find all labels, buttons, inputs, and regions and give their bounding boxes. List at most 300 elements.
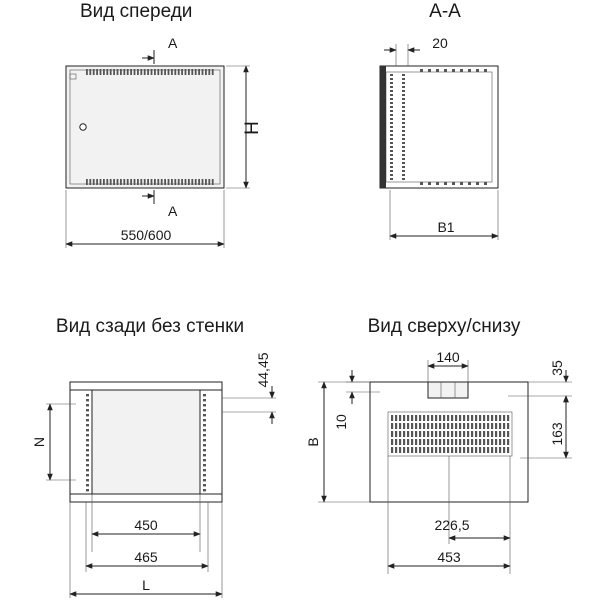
height-label: H	[242, 121, 263, 135]
front-door-panel	[66, 66, 224, 188]
slot-mark	[467, 447, 469, 453]
slot-mark	[96, 69, 98, 75]
slot-mark	[402, 130, 405, 132]
slot-mark	[407, 431, 409, 437]
slot-mark	[203, 439, 206, 441]
section-view-title: A-A	[429, 1, 461, 22]
slot-mark	[499, 415, 501, 421]
slot-mark	[178, 179, 180, 185]
slot-mark	[460, 182, 463, 185]
slot-mark	[402, 154, 405, 156]
slot-mark	[427, 423, 429, 429]
slot-mark	[402, 114, 405, 116]
slot-mark	[431, 439, 433, 445]
slot-mark	[164, 69, 166, 75]
slot-mark	[395, 447, 397, 453]
slot-mark	[103, 179, 105, 185]
slot-mark	[168, 179, 170, 185]
slot-mark	[390, 170, 393, 172]
slot-mark	[467, 423, 469, 429]
slot-mark	[402, 98, 405, 100]
slot-mark	[415, 431, 417, 437]
slot-mark	[428, 182, 431, 185]
rear-pitch-label: 44,45	[255, 352, 271, 388]
slot-mark	[463, 447, 465, 453]
slot-mark	[436, 69, 439, 72]
slot-mark	[137, 69, 139, 75]
slot-mark	[391, 439, 393, 445]
top-view	[305, 316, 572, 574]
section-mark-top: A	[168, 35, 178, 51]
slot-mark	[487, 431, 489, 437]
slot-mark	[402, 82, 405, 84]
slot-mark	[402, 122, 405, 124]
slot-mark	[402, 146, 405, 148]
slot-mark	[390, 166, 393, 168]
slot-mark	[123, 179, 125, 185]
slot-mark	[390, 154, 393, 156]
slot-mark	[411, 439, 413, 445]
slot-mark	[123, 69, 125, 75]
slot-mark	[471, 439, 473, 445]
slot-mark	[507, 439, 509, 445]
slot-mark	[174, 179, 176, 185]
slot-mark	[471, 431, 473, 437]
slot-mark	[479, 439, 481, 445]
slot-mark	[423, 423, 425, 429]
slot-mark	[110, 179, 112, 185]
slot-mark	[86, 179, 88, 185]
slot-mark	[86, 489, 89, 491]
slot-mark	[390, 126, 393, 128]
slot-mark	[168, 69, 170, 75]
slot-mark	[479, 431, 481, 437]
slot-mark	[86, 449, 89, 451]
slot-mark	[203, 444, 206, 446]
slot-mark	[151, 179, 153, 185]
slot-mark	[487, 423, 489, 429]
slot-mark	[86, 484, 89, 486]
top-depth-label: B	[305, 437, 321, 447]
slot-mark	[495, 423, 497, 429]
slot-mark	[100, 179, 102, 185]
slot-mark	[205, 179, 207, 185]
slot-mark	[475, 439, 477, 445]
slot-mark	[487, 439, 489, 445]
slot-mark	[203, 489, 206, 491]
slot-mark	[86, 424, 89, 426]
slot-mark	[390, 146, 393, 148]
slot-mark	[86, 414, 89, 416]
slot-mark	[89, 69, 91, 75]
slot-mark	[110, 69, 112, 75]
slot-mark	[475, 415, 477, 421]
slot-mark	[402, 126, 405, 128]
slot-mark	[403, 447, 405, 453]
slot-mark	[86, 464, 89, 466]
slot-mark	[195, 69, 197, 75]
slot-mark	[507, 423, 509, 429]
slot-mark	[402, 110, 405, 112]
slot-mark	[157, 179, 159, 185]
slot-mark	[208, 69, 210, 75]
slot-mark	[436, 182, 439, 185]
slot-mark	[86, 429, 89, 431]
slot-mark	[403, 415, 405, 421]
slot-mark	[203, 474, 206, 476]
slot-mark	[402, 134, 405, 136]
slot-mark	[134, 179, 136, 185]
slot-mark	[113, 69, 115, 75]
slot-mark	[407, 447, 409, 453]
section-mark-bottom: A	[168, 203, 178, 219]
slot-mark	[86, 434, 89, 436]
slot-mark	[407, 415, 409, 421]
slot-mark	[487, 415, 489, 421]
slot-mark	[202, 69, 204, 75]
slot-mark	[402, 106, 405, 108]
slot-mark	[164, 179, 166, 185]
slot-mark	[395, 431, 397, 437]
slot-mark	[203, 404, 206, 406]
slot-mark	[499, 423, 501, 429]
slot-mark	[499, 447, 501, 453]
slot-mark	[203, 464, 206, 466]
slot-mark	[100, 69, 102, 75]
slot-mark	[463, 431, 465, 437]
slot-mark	[402, 170, 405, 172]
slot-mark	[479, 423, 481, 429]
slot-mark	[439, 423, 441, 429]
slot-mark	[411, 447, 413, 453]
slot-mark	[198, 179, 200, 185]
slot-mark	[431, 447, 433, 453]
slot-mark	[483, 423, 485, 429]
slot-mark	[395, 439, 397, 445]
slot-mark	[390, 130, 393, 132]
slot-mark	[495, 439, 497, 445]
slot-mark	[157, 69, 159, 75]
slot-mark	[390, 158, 393, 160]
slot-mark	[444, 182, 447, 185]
slot-mark	[390, 110, 393, 112]
slot-mark	[113, 179, 115, 185]
front-view-title: Вид спереди	[80, 1, 193, 22]
slot-mark	[475, 431, 477, 437]
slot-mark	[503, 423, 505, 429]
slot-mark	[203, 454, 206, 456]
slot-mark	[459, 423, 461, 429]
slot-mark	[208, 179, 210, 185]
slot-mark	[402, 78, 405, 80]
slot-mark	[203, 484, 206, 486]
slot-mark	[391, 447, 393, 453]
slot-mark	[427, 431, 429, 437]
section-door	[380, 66, 386, 188]
slot-mark	[395, 415, 397, 421]
slot-mark	[203, 414, 206, 416]
slot-mark	[479, 447, 481, 453]
slot-mark	[471, 447, 473, 453]
slot-mark	[399, 415, 401, 421]
rear-overall-label: L	[142, 577, 150, 593]
slot-mark	[495, 431, 497, 437]
slot-mark	[212, 69, 214, 75]
slot-mark	[443, 431, 445, 437]
slot-mark	[407, 423, 409, 429]
slot-mark	[191, 179, 193, 185]
slot-mark	[106, 179, 108, 185]
slot-mark	[188, 179, 190, 185]
slot-mark	[475, 423, 477, 429]
slot-mark	[399, 447, 401, 453]
slot-mark	[191, 69, 193, 75]
slot-mark	[390, 142, 393, 144]
slot-mark	[181, 179, 183, 185]
slot-mark	[147, 69, 149, 75]
slot-mark	[447, 447, 449, 453]
slot-mark	[203, 469, 206, 471]
slot-mark	[188, 69, 190, 75]
slot-mark	[495, 415, 497, 421]
slot-mark	[463, 415, 465, 421]
rear-view	[31, 316, 276, 598]
slot-mark	[202, 179, 204, 185]
slot-mark	[507, 415, 509, 421]
rear-inner-width-label: 450	[134, 517, 158, 533]
slot-mark	[86, 479, 89, 481]
slot-mark	[503, 415, 505, 421]
slot-mark	[402, 102, 405, 104]
slot-mark	[411, 415, 413, 421]
slot-mark	[161, 69, 163, 75]
slot-mark	[415, 415, 417, 421]
section-offset-label: 20	[432, 35, 448, 51]
slot-mark	[144, 179, 146, 185]
slot-mark	[120, 69, 122, 75]
slot-mark	[391, 431, 393, 437]
slot-mark	[203, 479, 206, 481]
cable-cutout	[428, 382, 468, 398]
slot-mark	[483, 439, 485, 445]
slot-mark	[471, 415, 473, 421]
slot-mark	[419, 415, 421, 421]
section-width-label: B1	[437, 219, 455, 235]
slot-mark	[203, 394, 206, 396]
slot-mark	[455, 423, 457, 429]
slot-mark	[390, 74, 393, 76]
top-cutout-label: 140	[436, 349, 460, 365]
slot-mark	[93, 179, 95, 185]
slot-mark	[86, 419, 89, 421]
slot-mark	[460, 69, 463, 72]
top-width-label: 453	[437, 549, 461, 565]
slot-mark	[447, 415, 449, 421]
slot-mark	[411, 423, 413, 429]
section-view	[380, 1, 498, 240]
slot-mark	[130, 179, 132, 185]
slot-mark	[451, 415, 453, 421]
slot-mark	[390, 82, 393, 84]
slot-mark	[171, 179, 173, 185]
slot-mark	[402, 158, 405, 160]
slot-mark	[390, 122, 393, 124]
slot-mark	[151, 69, 153, 75]
slot-mark	[117, 69, 119, 75]
slot-mark	[423, 439, 425, 445]
slot-mark	[467, 439, 469, 445]
slot-mark	[399, 439, 401, 445]
slot-mark	[154, 179, 156, 185]
slot-mark	[419, 431, 421, 437]
slot-mark	[402, 166, 405, 168]
slot-mark	[390, 134, 393, 136]
slot-mark	[463, 439, 465, 445]
slot-mark	[402, 86, 405, 88]
slot-mark	[174, 69, 176, 75]
slot-mark	[471, 423, 473, 429]
slot-mark	[507, 431, 509, 437]
slot-mark	[402, 94, 405, 96]
slot-mark	[86, 469, 89, 471]
top-slot-label: 163	[549, 422, 565, 446]
slot-mark	[212, 179, 214, 185]
slot-mark	[435, 431, 437, 437]
slot-mark	[86, 399, 89, 401]
slot-mark	[455, 431, 457, 437]
slot-mark	[140, 179, 142, 185]
slot-mark	[185, 69, 187, 75]
slot-mark	[203, 449, 206, 451]
slot-mark	[402, 74, 405, 76]
slot-mark	[420, 182, 423, 185]
slot-mark	[491, 439, 493, 445]
slot-mark	[459, 415, 461, 421]
slot-mark	[495, 447, 497, 453]
slot-mark	[484, 69, 487, 72]
top-offset-left-label: 10	[333, 414, 349, 430]
slot-mark	[120, 179, 122, 185]
slot-mark	[395, 423, 397, 429]
slot-mark	[468, 182, 471, 185]
slot-mark	[203, 459, 206, 461]
slot-mark	[459, 431, 461, 437]
slot-mark	[203, 399, 206, 401]
slot-mark	[89, 179, 91, 185]
slot-mark	[402, 142, 405, 144]
slot-mark	[390, 178, 393, 180]
slot-mark	[499, 431, 501, 437]
slot-mark	[411, 431, 413, 437]
slot-mark	[390, 114, 393, 116]
slot-mark	[171, 69, 173, 75]
slot-mark	[402, 90, 405, 92]
slot-mark	[476, 182, 479, 185]
slot-mark	[443, 447, 445, 453]
slot-mark	[86, 459, 89, 461]
slot-mark	[137, 179, 139, 185]
top-offset-top-label: 35	[549, 360, 565, 376]
slot-mark	[455, 447, 457, 453]
slot-mark	[181, 69, 183, 75]
slot-mark	[427, 447, 429, 453]
slot-mark	[419, 423, 421, 429]
slot-mark	[467, 431, 469, 437]
slot-mark	[443, 423, 445, 429]
slot-mark	[390, 106, 393, 108]
slot-mark	[390, 162, 393, 164]
slot-mark	[203, 429, 206, 431]
slot-mark	[399, 431, 401, 437]
slot-mark	[390, 102, 393, 104]
slot-mark	[203, 419, 206, 421]
slot-mark	[203, 434, 206, 436]
door-lock-icon	[80, 124, 86, 130]
slot-mark	[403, 423, 405, 429]
slot-mark	[390, 138, 393, 140]
slot-mark	[443, 439, 445, 445]
slot-mark	[390, 118, 393, 120]
slot-mark	[390, 90, 393, 92]
slot-mark	[130, 69, 132, 75]
slot-mark	[475, 447, 477, 453]
slot-mark	[451, 431, 453, 437]
slot-mark	[439, 415, 441, 421]
slot-mark	[161, 179, 163, 185]
slot-mark	[399, 423, 401, 429]
slot-mark	[103, 69, 105, 75]
slot-mark	[117, 179, 119, 185]
slot-mark	[198, 69, 200, 75]
slot-mark	[390, 150, 393, 152]
slot-mark	[203, 424, 206, 426]
slot-mark	[507, 447, 509, 453]
slot-mark	[391, 423, 393, 429]
slot-mark	[86, 454, 89, 456]
section-body	[380, 66, 498, 188]
slot-mark	[452, 182, 455, 185]
slot-mark	[463, 423, 465, 429]
slot-mark	[439, 447, 441, 453]
rear-rail-width-label: 465	[134, 549, 158, 565]
slot-mark	[435, 415, 437, 421]
slot-mark	[455, 439, 457, 445]
rear-side-label: N	[31, 436, 47, 448]
slot-mark	[447, 431, 449, 437]
slot-mark	[154, 69, 156, 75]
top-half-label: 226,5	[434, 517, 470, 533]
front-width-label: 550/600	[120, 227, 172, 243]
slot-mark	[491, 415, 493, 421]
slot-mark	[435, 423, 437, 429]
slot-mark	[86, 404, 89, 406]
slot-mark	[423, 447, 425, 453]
slot-mark	[435, 447, 437, 453]
slot-mark	[203, 409, 206, 411]
slot-mark	[127, 179, 129, 185]
slot-mark	[451, 447, 453, 453]
front-view	[66, 1, 263, 248]
slot-mark	[491, 447, 493, 453]
slot-mark	[147, 179, 149, 185]
slot-mark	[415, 439, 417, 445]
slot-mark	[419, 447, 421, 453]
slot-mark	[503, 439, 505, 445]
slot-mark	[178, 69, 180, 75]
slot-mark	[483, 431, 485, 437]
slot-mark	[503, 447, 505, 453]
slot-mark	[86, 439, 89, 441]
